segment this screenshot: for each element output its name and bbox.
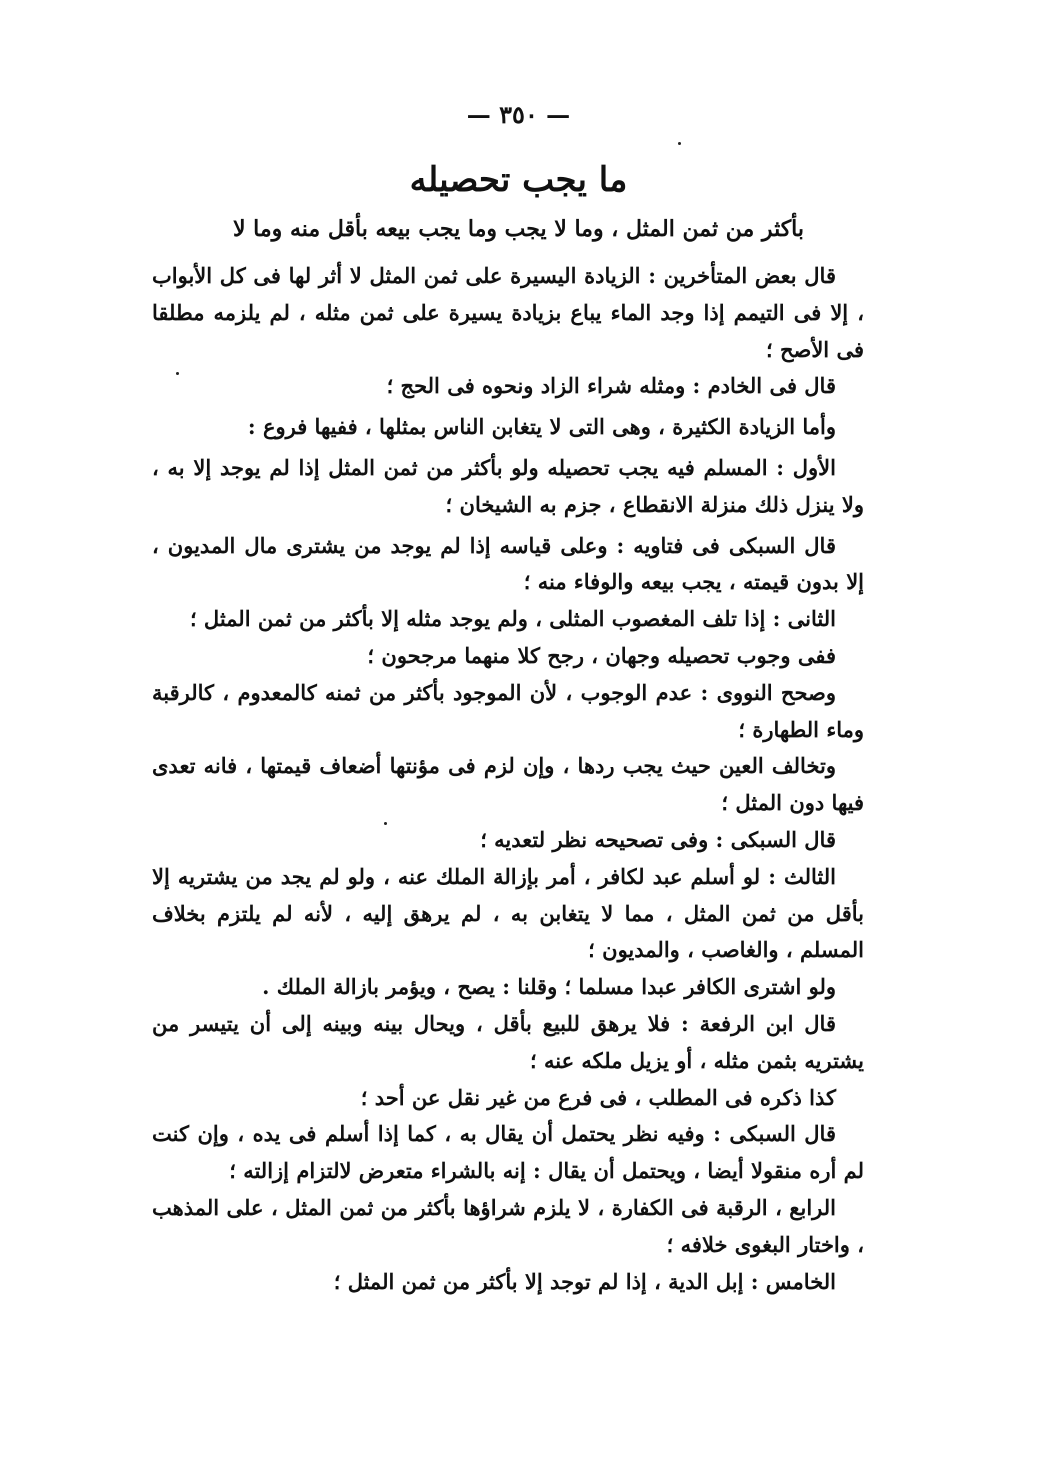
print-speck — [384, 822, 387, 825]
paragraph: وأما الزيادة الكثيرة ، وهى التى لا يتغابن الناس بمثلها ، ففيها فروع : — [247, 414, 836, 440]
paragraph: الخامس : إبل الدية ، إذا لم توجد إلا بأكثر من ثمن المثل ؛ — [333, 1268, 836, 1294]
paragraph: وتخالف العين حيث يجب ردها ، وإن لزم فى مؤنتها أضعاف قيمتها ، فانه تعدى فيها دون المثل ؛ — [152, 753, 864, 816]
paragraph: قال السبكى : وفى تصحيحه نظر لتعديه ؛ — [480, 826, 836, 852]
paragraph: الأول : المسلم فيه يجب تحصيله ولو بأكثر من ثمن المثل إذا لم يوجد إلا به ، ولا ينزل ذلك منزلة الانقطاع ، جزم به الشيخان ؛ — [152, 454, 864, 517]
paragraph: كذا ذكره فى المطلب ، فى فرع من غير نقل عن أحد ؛ — [360, 1084, 836, 1110]
chapter-title: ما يجب تحصيله — [409, 160, 628, 200]
paragraph: الثالث : لو أسلم عبد لكافر ، أمر بإزالة الملك عنه ، ولو لم يجد من يشتريه إلا بأقل من ثمن المثل ، مما لا يتغابن به ، لم يرهق إليه ، لأنه لم يلتزم بخلاف المسلم ، والغاصب ، والمديون ؛ — [152, 863, 864, 963]
paragraph: قال بعض المتأخرين : الزيادة اليسيرة على ثمن المثل لا أثر لها فى كل الأبواب ، إلا فى التيمم إذا وجد الماء يباع بزيادة يسيرة على ثمن مثله ، لم يلزمه مطلقا فى الأصح ؛ — [152, 263, 864, 362]
print-speck — [176, 372, 179, 375]
paragraph: قال السبكى : وفيه نظر يحتمل أن يقال به ، كما إذا أسلم فى يده ، وإن كنت لم أره منقولا أيضا ، ويحتمل أن يقال : إنه بالشراء متعرض لالتزام إزالته ؛ — [152, 1121, 864, 1184]
page-number: — ٣٥٠ — — [466, 100, 571, 129]
paragraph: الثانى : إذا تلف المغصوب المثلى ، ولم يوجد مثله إلا بأكثر من ثمن المثل ؛ — [189, 606, 836, 632]
paragraph: وصحح النووى : عدم الوجوب ، لأن الموجود بأكثر من ثمنه كالمعدوم ، كالرقبة وماء الطهارة ؛ — [152, 679, 864, 742]
paragraph: قال ابن الرفعة : فلا يرهق للبيع بأقل ، ويحال بينه وبينه إلى أن يتيسر من يشتريه بثمن مثله ، أو يزيل ملكه عنه ؛ — [152, 1010, 864, 1073]
paragraph: قال السبكى فى فتاويه : وعلى قياسه إذا لم يوجد من يشترى مال المديون ، إلا بدون قيمته ، يجب بيعه والوفاء منه ؛ — [152, 532, 864, 595]
paragraph: قال فى الخادم : ومثله شراء الزاد ونحوه فى الحج ؛ — [386, 373, 836, 399]
chapter-subtitle: بأكثر من ثمن المثل ، وما لا يجب وما يجب بيعه بأقل منه وما لا — [232, 216, 805, 242]
paragraph: ولو اشترى الكافر عبدا مسلما ؛ وقلنا : يصح ، ويؤمر بازالة الملك . — [262, 974, 836, 1000]
paragraph: الرابع ، الرقبة فى الكفارة ، لا يلزم شراؤها بأكثر من ثمن المثل ، على المذهب ، واختار البغوى خلافه ؛ — [152, 1194, 864, 1257]
body-text — [152, 258, 864, 1300]
print-speck — [678, 142, 681, 145]
paragraph: ففى وجوب تحصيله وجهان ، رجح كلا منهما مرجحون ؛ — [367, 642, 836, 668]
